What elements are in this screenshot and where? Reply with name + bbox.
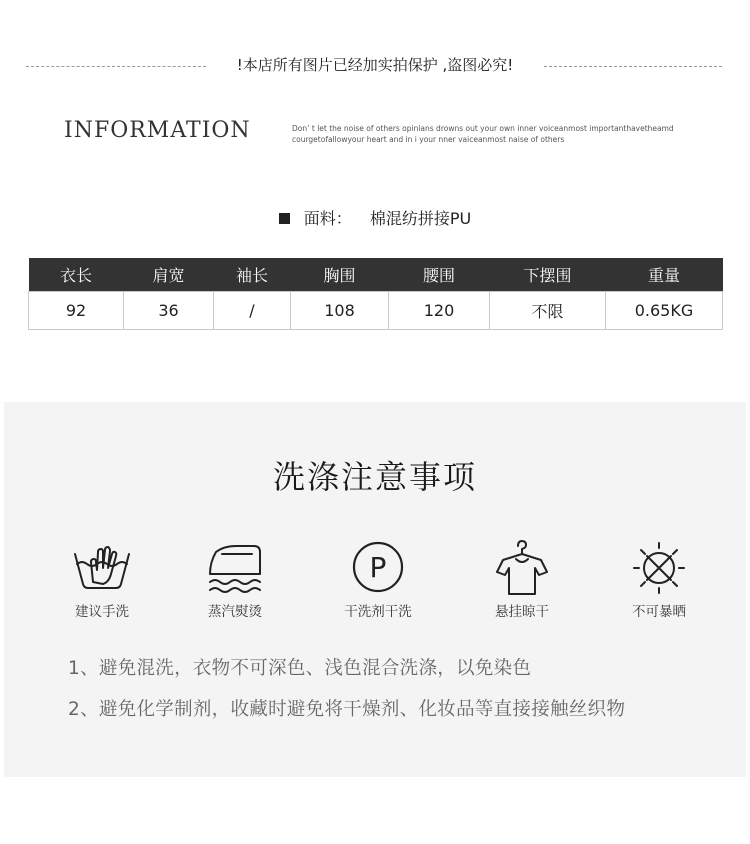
size-value-sleeve: / (214, 292, 291, 330)
size-value-shoulder: 36 (124, 292, 214, 330)
care-label: 蒸汽熨烫 (208, 604, 262, 620)
care-instructions-panel (4, 402, 746, 777)
info-heading: INFORMATION (64, 118, 251, 143)
size-header-chest: 胸围 (291, 258, 389, 292)
care-note: 1、避免混洗，衣物不可深色、浅色混合洗涤，以免染色 (68, 658, 532, 679)
dashed-divider-left (26, 66, 206, 67)
info-description-line: courgetofallowyour heart and in i your nner vaiceanmost naise of others (292, 135, 565, 144)
copyright-notice (0, 54, 750, 78)
size-table-row (29, 292, 723, 330)
size-header-weight: 重量 (606, 258, 723, 292)
size-value-weight: 0.65KG (606, 292, 723, 330)
size-header-sleeve: 袖长 (214, 258, 291, 292)
care-item-hang-dry (462, 538, 582, 620)
care-label: 悬挂晾干 (495, 604, 549, 620)
fabric-value: 棉混纺拼接PU (369, 209, 472, 228)
size-header-waist: 腰围 (389, 258, 490, 292)
size-value-length: 92 (29, 292, 124, 330)
size-header-length: 衣长 (29, 258, 124, 292)
size-header-hem: 下摆围 (490, 258, 606, 292)
hand-wash-icon (42, 538, 162, 598)
care-item-steam-iron (175, 538, 295, 620)
care-label: 建议手洗 (75, 604, 129, 620)
size-value-hem: 不限 (490, 292, 606, 330)
dashed-divider-right (544, 66, 722, 67)
care-item-no-sun (599, 538, 719, 620)
care-title: 洗涤注意事项 (272, 458, 477, 496)
hang-dry-icon (462, 538, 582, 598)
dry-clean-p-icon (318, 538, 438, 598)
care-label: 干洗剂干洗 (344, 604, 412, 620)
care-label: 不可暴晒 (632, 604, 686, 620)
square-bullet-icon (279, 213, 290, 224)
size-table (28, 258, 723, 330)
size-table-header-row (29, 258, 723, 292)
copyright-notice-text: !本店所有图片已经加实拍保护 ,盗图必究! (236, 56, 514, 74)
size-value-chest: 108 (291, 292, 389, 330)
fabric-row (0, 206, 750, 229)
info-description-line: Don’ t let the noise of others opinians drowns out your own inner voiceanmost importanthavetheamd (292, 124, 674, 133)
care-item-dry-clean (318, 538, 438, 620)
no-sun-dry-icon (599, 538, 719, 598)
care-item-hand-wash (42, 538, 162, 620)
steam-iron-icon (175, 538, 295, 598)
care-note: 2、避免化学制剂，收藏时避免将干燥剂、化妆品等直接接触丝织物 (68, 699, 626, 720)
fabric-label: 面料： (303, 209, 352, 228)
size-header-shoulder: 肩宽 (124, 258, 214, 292)
size-value-waist: 120 (389, 292, 490, 330)
svg-text:P: P (369, 551, 387, 584)
info-description (292, 123, 712, 145)
